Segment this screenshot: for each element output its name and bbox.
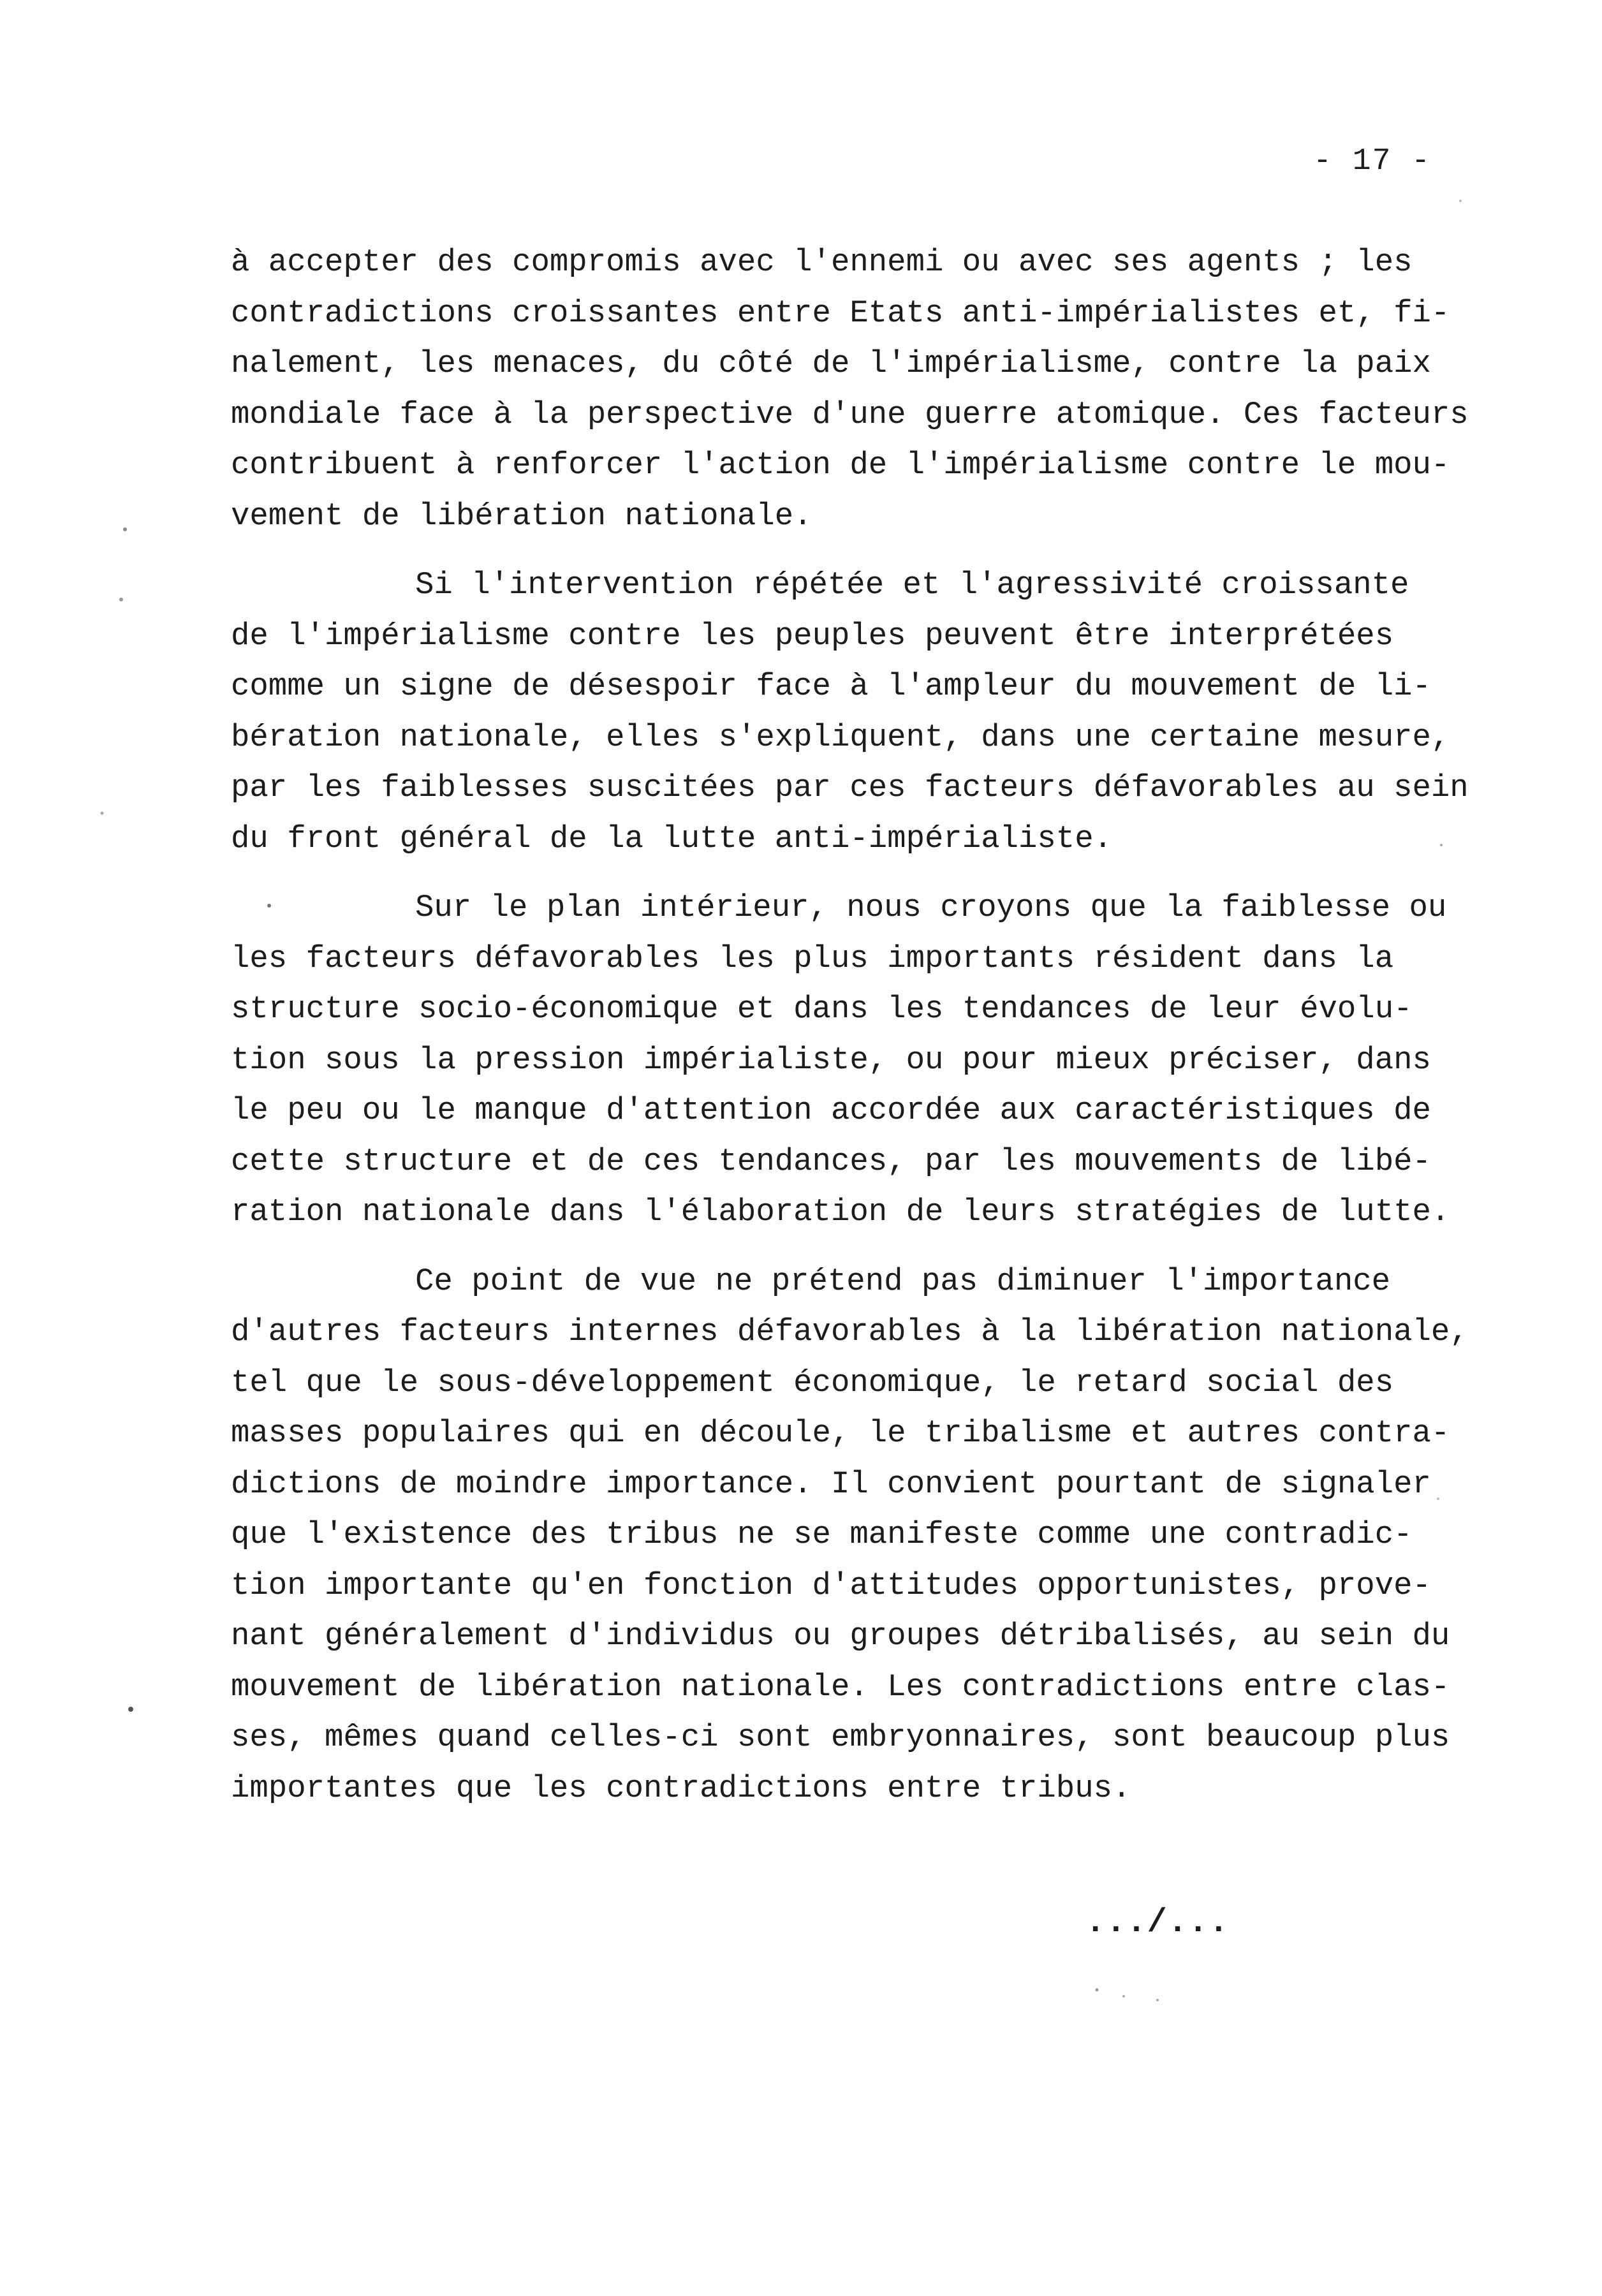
paragraph-1 [231, 237, 1481, 541]
paragraph-3 [231, 883, 1481, 1238]
text-line: mondiale face à la perspective d'une guerre atomique. Ces facteurs [231, 396, 1469, 432]
text-line: structure socio-économique et dans les tendances de leur évolu- [231, 991, 1413, 1027]
text-line: à accepter des compromis avec l'ennemi ou avec ses agents ; les [231, 244, 1413, 280]
text-line: tel que le sous-développement économique, le retard social des [231, 1364, 1394, 1401]
text-line: par les faiblesses suscitées par ces facteurs défavorables au sein [231, 770, 1469, 806]
paragraph-gap [231, 1238, 1481, 1256]
continuation-mark: .../... [1085, 1904, 1230, 1941]
text-line: du front général de la lutte anti-impérialiste. [231, 820, 1113, 857]
paragraph-gap [231, 864, 1481, 883]
text-line: mouvement de libération nationale. Les contradictions entre clas- [231, 1668, 1450, 1705]
paragraph-4 [231, 1256, 1481, 1814]
text-line: le peu ou le manque d'attention accordée aux caractéristiques de [231, 1093, 1431, 1128]
text-line: comme un signe de désespoir face à l'ampleur du mouvement de li- [231, 668, 1431, 704]
paragraph-gap [231, 541, 1481, 560]
text-line-indented: Sur le plan intérieur, nous croyons que la faiblesse ou [415, 890, 1447, 925]
text-line: nalement, les menaces, du côté de l'impérialisme, contre la paix [231, 346, 1431, 381]
text-line: ses, mêmes quand celles-ci sont embryonnaires, sont beaucoup plus [231, 1719, 1450, 1755]
text-line: contradictions croissantes entre Etats anti-impérialistes et, fi- [231, 295, 1450, 331]
text-line: dictions de moindre importance. Il convient pourtant de signaler [231, 1466, 1431, 1502]
text-line: d'autres facteurs internes défavorables à la libération nationale, [231, 1314, 1469, 1350]
text-line: que l'existence des tribus ne se manifeste comme une contradic- [231, 1517, 1413, 1552]
text-line-indented: Si l'intervention répétée et l'agressivité croissante [415, 567, 1409, 603]
page-number: - 17 - [1313, 144, 1431, 179]
body-text [231, 237, 1481, 1814]
text-line: nant généralement d'individus ou groupes détribalisés, au sein du [231, 1618, 1450, 1654]
text-line: tion sous la pression impérialiste, ou pour mieux préciser, dans [231, 1041, 1431, 1078]
text-line: vement de libération nationale. [231, 497, 812, 534]
text-line: masses populaires qui en découle, le tribalisme et autres contra- [231, 1415, 1450, 1451]
text-line: tion importante qu'en fonction d'attitudes opportunistes, prove- [231, 1567, 1431, 1603]
text-line: les facteurs défavorables les plus importants résident dans la [231, 940, 1394, 976]
text-line: bération nationale, elles s'expliquent, dans une certaine mesure, [231, 719, 1450, 755]
text-line-indented: Ce point de vue ne prétend pas diminuer l'importance [415, 1263, 1391, 1299]
paragraph-2 [231, 560, 1481, 864]
text-line: de l'impérialisme contre les peuples peuvent être interprétées [231, 617, 1394, 654]
text-line: importantes que les contradictions entre tribus. [231, 1770, 1131, 1806]
text-line: ration nationale dans l'élaboration de leurs stratégies de lutte. [231, 1194, 1450, 1230]
text-line: cette structure et de ces tendances, par les mouvements de libé- [231, 1143, 1431, 1179]
text-line: contribuent à renforcer l'action de l'impérialisme contre le mou- [231, 447, 1450, 483]
